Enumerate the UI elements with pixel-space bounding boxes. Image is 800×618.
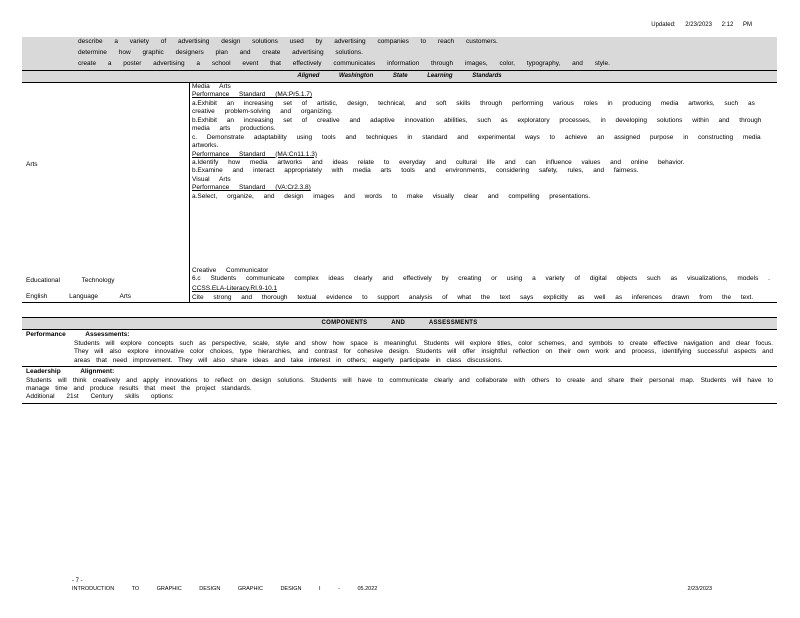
- objectives-list: [22, 37, 777, 70]
- standard-line: b.Examine and interact appropriately with media arts tools and environments, considering safety, rules, and fairness.: [192, 167, 639, 175]
- standard-line: Creative Communicator: [192, 267, 269, 274]
- performance-item: [26, 340, 773, 365]
- leadership-section: [22, 367, 777, 404]
- arts-standards: [189, 83, 777, 267]
- components-heading: COMPONENTS AND ASSESSMENTS: [22, 317, 777, 330]
- subject-arts: Arts: [26, 161, 38, 168]
- objective-item: [22, 37, 777, 48]
- additional-skills: Additional 21st Century skills options:: [26, 393, 174, 401]
- updated-stamp: [651, 22, 752, 30]
- performance-text: Students will explore concepts such as perspective, scale, style and show how space is meaningful. Students will explore titles, color schemes, and symbols to create effective navigation and clear focus. They will also explore innovative color choices, type hierarchies, and contrast for cohesive design. Students will offer insightful reflection on their own work and process, identifying successful aspects and areas that need improvement. They will also share ideas and take interest in others; eagerly participate in class discussions.: [74, 339, 773, 364]
- standard-line: c. Demonstrate adaptability using tools and techniques in standard and experimental ways to achieve an assigned purpose in constructing media artworks.: [192, 133, 761, 150]
- spacer: [22, 303, 777, 313]
- footer-date: 2/23/2023: [687, 586, 712, 592]
- standard-line: b.Exhibit an increasing set of creative and adaptive innovation abilities, such as exploratory processes, in developing solutions within and through media arts productions.: [192, 116, 762, 133]
- updated-date: 2/23/2023: [685, 22, 712, 28]
- updated-label: Updated:: [651, 22, 676, 28]
- page-number: - 7 -: [72, 578, 83, 584]
- leadership-text: Students will think creatively and apply innovations to reflect on design solutions. Students will have to communicate clearly and collaborate with others to create and share their personal map. Students will have to manage time and produce results that meet the project standards.: [26, 376, 773, 392]
- standard-line: a.Exhibit an increasing set of artistic, design, technical, and soft skills through performing various roles in producing media artworks, such as creative problem-solving and organizing.: [192, 99, 755, 116]
- standard-line: Performance Standard (VA:Cr2.3.8): [192, 184, 311, 192]
- objective-text: create a poster advertising a school event that effectively communicates information through images, color, typography, and style.: [78, 60, 610, 68]
- subject-ela: English Language Arts: [26, 293, 132, 301]
- objective-text: determine how graphic designers plan and create advertising solutions.: [78, 49, 363, 57]
- standard-line: Performance Standard (MA:Pr5.1.7): [192, 91, 313, 99]
- footer-title: INTRODUCTION TO GRAPHIC DESIGN GRAPHIC DESIGN I - 05.2022: [72, 585, 378, 592]
- objective-item: [22, 59, 777, 70]
- updated-time: 2:12 PM: [721, 22, 752, 28]
- standard-line: a.Select, organize, and design images and words to make visually clear and compelling presentations.: [192, 192, 591, 200]
- bullet-icon: [26, 340, 74, 365]
- standard-line: CCSS.ELA-Literacy.RI.9-10.1: [192, 285, 278, 293]
- standards-table: [22, 83, 777, 303]
- lesson-page: [22, 37, 777, 404]
- objective-item: [22, 48, 777, 59]
- leadership-heading: Leadership Alignment:: [26, 368, 115, 376]
- objective-text: describe a variety of advertising design solutions used by advertising companies to reach customers.: [78, 38, 498, 46]
- standard-line: Performance Standard (MA:Cn11.1.3): [192, 150, 317, 158]
- standard-line: a.Identify how media artworks and ideas relate to everyday and cultural life and can influence values and online behavior.: [192, 158, 685, 166]
- standards-heading: Aligned Washington State Learning Standards: [22, 70, 777, 83]
- performance-section: [22, 330, 777, 367]
- standard-line: Media Arts: [192, 83, 231, 90]
- performance-heading: Performance Assessments:: [26, 331, 130, 339]
- ela-standards: [189, 285, 777, 302]
- standard-line: Cite strong and thorough textual evidence to support analysis of what the text says explicitly as well as inferences drawn from the text.: [192, 293, 754, 301]
- edtech-standards: [189, 267, 777, 285]
- page-footer: [72, 578, 377, 593]
- standard-line: Visual Arts: [192, 175, 231, 183]
- subject-edtech: Educational Technology: [26, 277, 115, 284]
- standard-line: 6.c Students communicate complex ideas clearly and effectively by creating or using a variety of digital objects such as visualizations, models .: [192, 275, 770, 283]
